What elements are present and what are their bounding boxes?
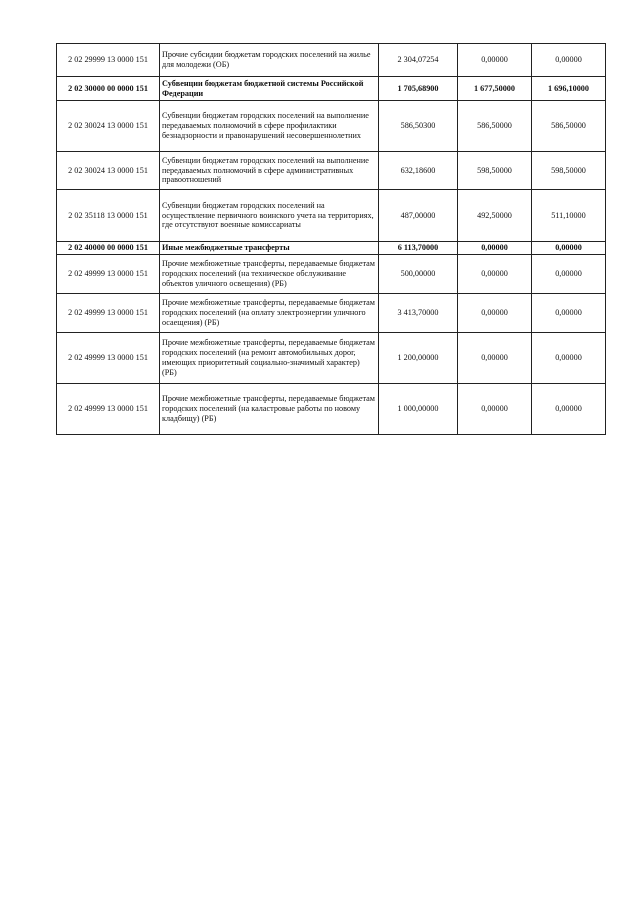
table-row xyxy=(57,77,606,101)
amount-cell-3: 0,00000 xyxy=(532,242,606,255)
table-row xyxy=(57,101,606,152)
amount-cell-1: 487,00000 xyxy=(379,190,458,242)
amount-cell-1: 586,50300 xyxy=(379,101,458,152)
item-name-cell: Иные межбюджетные трансферты xyxy=(160,242,379,255)
amount-cell-1: 6 113,70000 xyxy=(379,242,458,255)
amount-cell-2: 1 677,50000 xyxy=(458,77,532,101)
table-row xyxy=(57,44,606,77)
item-name-cell: Прочие субсидии бюджетам городских поселений на жилье для молодежи (ОБ) xyxy=(160,44,379,77)
amount-cell-1: 1 200,00000 xyxy=(379,333,458,384)
table-row xyxy=(57,333,606,384)
amount-cell-2: 0,00000 xyxy=(458,44,532,77)
amount-cell-3: 0,00000 xyxy=(532,44,606,77)
table-row xyxy=(57,384,606,435)
amount-cell-2: 0,00000 xyxy=(458,242,532,255)
item-name-cell: Субвенции бюджетам городских поселений на выполнение передаваемых полномочий в сфере профилактики безнадзорности и правонарушений несовершеннолетних xyxy=(160,101,379,152)
budget-revenue-table xyxy=(56,43,606,435)
item-name-cell: Прочие межбюжетные трансферты, передаваемые бюджетам городских поселений (на техническое обслуживание объектов уличного освещения) (РБ) xyxy=(160,255,379,294)
amount-cell-3: 0,00000 xyxy=(532,255,606,294)
budget-code-cell: 2 02 30000 00 0000 151 xyxy=(57,77,160,101)
amount-cell-3: 586,50000 xyxy=(532,101,606,152)
amount-cell-2: 0,00000 xyxy=(458,384,532,435)
amount-cell-1: 500,00000 xyxy=(379,255,458,294)
table-row xyxy=(57,294,606,333)
item-name-cell: Прочие межбюжетные трансферты, передаваемые бюджетам городских поселений (на ремонт автомобильных дорог, имеющих приоритетный социально-значимый характер) (РБ) xyxy=(160,333,379,384)
amount-cell-2: 0,00000 xyxy=(458,294,532,333)
item-name-cell: Прочие межбюжетные трансферты, передаваемые бюджетам городских поселений (на оплату электроэнергии уличного осаещения) (РБ) xyxy=(160,294,379,333)
amount-cell-2: 0,00000 xyxy=(458,255,532,294)
table-row xyxy=(57,255,606,294)
amount-cell-1: 632,18600 xyxy=(379,152,458,190)
amount-cell-2: 0,00000 xyxy=(458,333,532,384)
budget-code-cell: 2 02 40000 00 0000 151 xyxy=(57,242,160,255)
item-name-cell: Прочие межбюжетные трансферты, передаваемые бюджетам городских поселений (на каластровые работы по новому кладбищу) (РБ) xyxy=(160,384,379,435)
amount-cell-1: 1 705,68900 xyxy=(379,77,458,101)
amount-cell-3: 511,10000 xyxy=(532,190,606,242)
budget-code-cell: 2 02 49999 13 0000 151 xyxy=(57,255,160,294)
amount-cell-3: 0,00000 xyxy=(532,384,606,435)
table-row xyxy=(57,152,606,190)
budget-code-cell: 2 02 49999 13 0000 151 xyxy=(57,294,160,333)
amount-cell-3: 598,50000 xyxy=(532,152,606,190)
amount-cell-2: 492,50000 xyxy=(458,190,532,242)
amount-cell-3: 0,00000 xyxy=(532,294,606,333)
budget-code-cell: 2 02 29999 13 0000 151 xyxy=(57,44,160,77)
item-name-cell: Субвенции бюджетам городских поселений на осуществление первичного воинского учета на территориях, где отсутствуют военные комиссариаты xyxy=(160,190,379,242)
amount-cell-1: 3 413,70000 xyxy=(379,294,458,333)
budget-code-cell: 2 02 49999 13 0000 151 xyxy=(57,333,160,384)
table-row xyxy=(57,190,606,242)
budget-code-cell: 2 02 35118 13 0000 151 xyxy=(57,190,160,242)
item-name-cell: Субвенции бюджетам городских поселений на выполнение передаваемых полномочий в сфере административных правоотношений xyxy=(160,152,379,190)
item-name-cell: Субвенции бюджетам бюджетной системы Российской Федерации xyxy=(160,77,379,101)
budget-code-cell: 2 02 30024 13 0000 151 xyxy=(57,152,160,190)
amount-cell-2: 598,50000 xyxy=(458,152,532,190)
amount-cell-3: 0,00000 xyxy=(532,333,606,384)
amount-cell-3: 1 696,10000 xyxy=(532,77,606,101)
amount-cell-1: 1 000,00000 xyxy=(379,384,458,435)
amount-cell-2: 586,50000 xyxy=(458,101,532,152)
table-row xyxy=(57,242,606,255)
budget-code-cell: 2 02 49999 13 0000 151 xyxy=(57,384,160,435)
amount-cell-1: 2 304,07254 xyxy=(379,44,458,77)
budget-code-cell: 2 02 30024 13 0000 151 xyxy=(57,101,160,152)
